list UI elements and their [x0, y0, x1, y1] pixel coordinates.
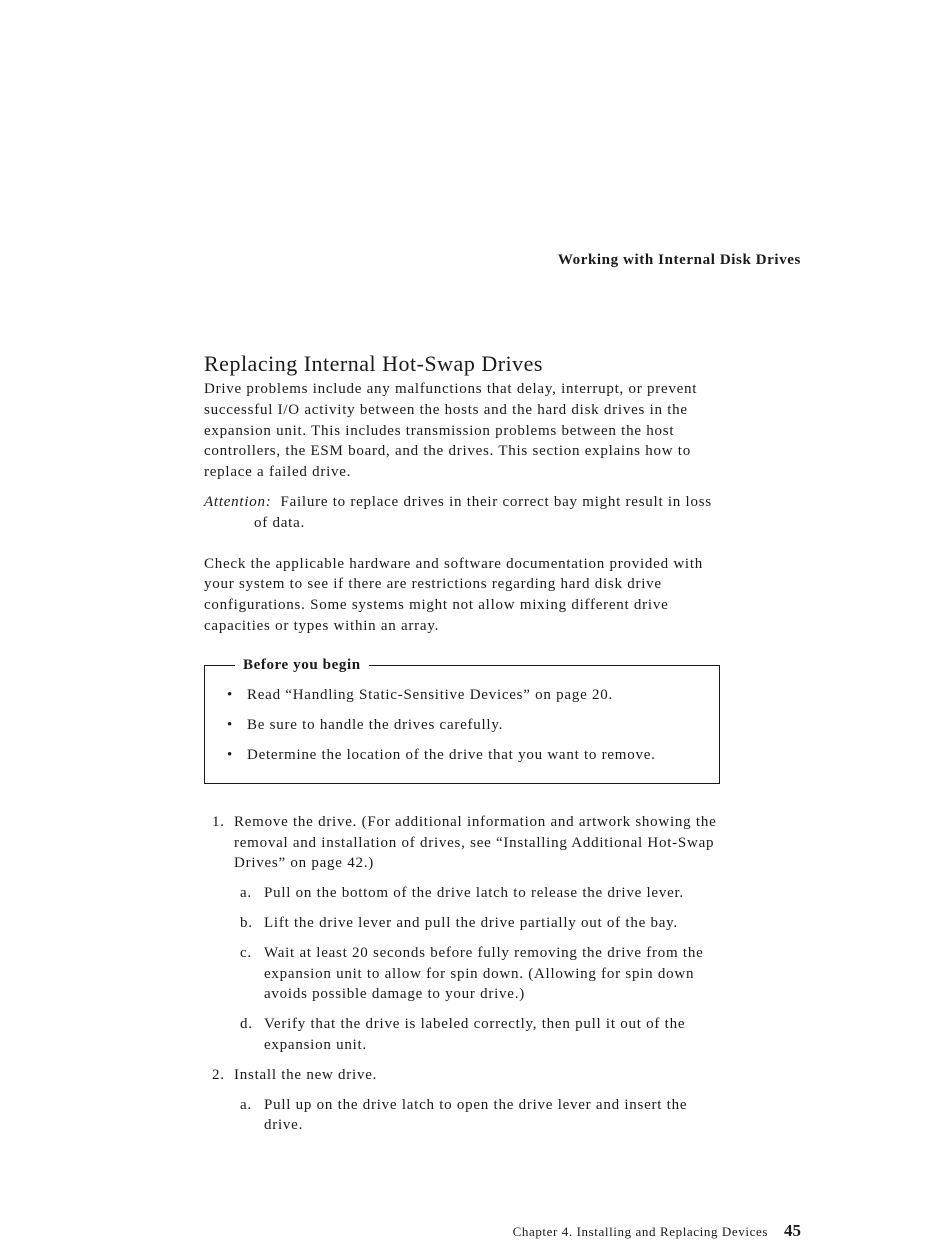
page-number: 45: [784, 1221, 801, 1240]
running-footer: [513, 1221, 801, 1241]
substep-letter: c.: [240, 944, 252, 961]
bullet-icon: •: [227, 746, 234, 763]
before-you-begin-list: [205, 685, 719, 765]
step-text: Remove the drive. (For additional information and artwork showing the removal and installation of drives, see “Installing Additional Hot-Swap Drives” on page 42.): [234, 813, 717, 872]
list-item: [205, 715, 719, 735]
substep: [234, 883, 724, 904]
substep-text: Verify that the drive is labeled correctly, then pull it out of the expansion unit.: [264, 1016, 686, 1053]
attention-note: [204, 492, 724, 534]
step-number: 1.: [212, 813, 225, 830]
substep: [234, 1095, 724, 1137]
running-header: Working with Internal Disk Drives: [557, 252, 801, 268]
footer-chapter: Chapter 4. Installing and Replacing Devices: [512, 1224, 768, 1239]
before-you-begin-box: [204, 656, 720, 784]
step-number: 2.: [212, 1066, 225, 1083]
before-you-begin-title: Before you begin: [235, 655, 369, 675]
substep: [234, 913, 724, 934]
substep-list: [234, 1095, 724, 1137]
step-text: Install the new drive.: [234, 1066, 378, 1083]
substep-letter: b.: [240, 914, 253, 931]
substep: [234, 1014, 724, 1056]
list-item-text: Be sure to handle the drives carefully.: [247, 716, 504, 733]
substep-text: Pull on the bottom of the drive latch to release the drive lever.: [264, 885, 684, 902]
procedure-steps: [204, 812, 724, 1136]
attention-text: Failure to replace drives in their correct bay might result in loss of data.: [254, 493, 712, 531]
list-item: [205, 685, 719, 705]
substep-text: Wait at least 20 seconds before fully removing the drive from the expansion unit to allow for spin down. (Allowing for spin down avoids possible damage to your drive.): [264, 944, 704, 1003]
substep-text: Pull up on the drive latch to open the drive lever and insert the drive.: [264, 1096, 688, 1134]
list-item-text: Read “Handling Static-Sensitive Devices” on page 20.: [247, 686, 613, 703]
substep-letter: a.: [240, 885, 252, 902]
check-paragraph: Check the applicable hardware and software documentation provided with your system to see if there are restrictions regarding hard disk drive configurations. Some systems might not allow mixing different drive capacities or types within an array.: [204, 555, 704, 634]
page-content: [204, 349, 724, 1145]
step-install-drive: [204, 1065, 724, 1136]
list-item: [205, 745, 719, 765]
substep-letter: d.: [240, 1016, 253, 1033]
bullet-icon: •: [227, 716, 234, 733]
substep: [234, 943, 724, 1005]
attention-label: Attention:: [204, 493, 272, 510]
list-item-text: Determine the location of the drive that you want to remove.: [247, 746, 656, 763]
bullet-icon: •: [227, 686, 234, 703]
substep-list: [234, 883, 724, 1056]
section-title: Replacing Internal Hot-Swap Drives: [204, 351, 543, 376]
substep-text: Lift the drive lever and pull the drive partially out of the bay.: [264, 914, 678, 931]
intro-paragraph: Drive problems include any malfunctions that delay, interrupt, or prevent successful I/O activity between the hosts and the hard disk drives in the expansion unit. This includes transmission problems between the host controllers, the ESM board, and the drives. This section explains how to replace a failed drive.: [204, 381, 698, 481]
substep-letter: a.: [240, 1096, 252, 1113]
step-remove-drive: [204, 812, 724, 1056]
